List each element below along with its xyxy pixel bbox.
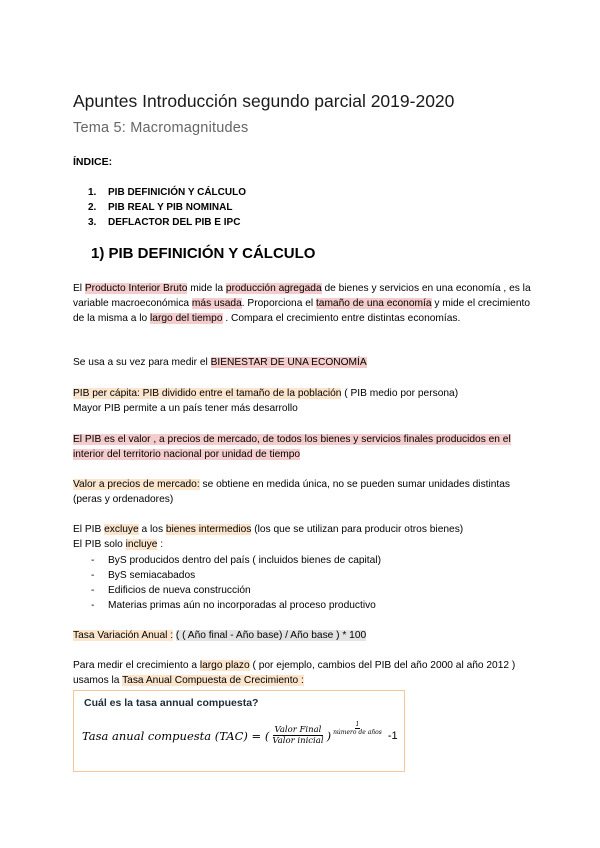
highlight: más usada xyxy=(191,298,242,309)
text: ( PIB medio por persona) xyxy=(341,388,459,399)
text: y mide el crecimiento de la misma a lo xyxy=(73,298,531,324)
text: (los que se utilizan para producir otros bienes) xyxy=(251,524,464,535)
highlight: largo del tiempo xyxy=(150,313,223,324)
list-item-text: ByS semiacabados xyxy=(108,570,196,581)
exponent-denominator: número de años xyxy=(333,729,382,736)
highlight-formula: ( ( Año final - Año base) / Año base ) * 100 xyxy=(175,630,367,641)
list-item xyxy=(91,568,381,583)
formula-lhs: Tasa anual compuesta (TAC) = ( xyxy=(82,728,270,743)
index-item xyxy=(88,200,246,215)
highlight: El PIB es el valor , a precios de mercado, de todos los bienes y servicios finales producidos en el interior del territorio nacional por unidad de tiempo xyxy=(73,434,511,460)
formula-exponent xyxy=(332,721,383,736)
text: Mayor PIB permite a un país tener más desarrollo xyxy=(73,403,298,414)
formula-numerator: Valor Final xyxy=(274,725,322,735)
highlight: tamaño de una economía xyxy=(315,298,432,309)
index-item-number: 2. xyxy=(88,202,97,213)
formula-minus-one: -1 xyxy=(387,729,398,742)
paragraph-pib-definition xyxy=(73,281,533,326)
bullet-dash: - xyxy=(91,585,95,596)
formula-fraction xyxy=(270,725,325,746)
highlight: Tasa Variación Anual : xyxy=(73,630,174,641)
text: a los xyxy=(138,524,166,535)
bullet-list xyxy=(91,553,381,613)
formula-rparen: ) xyxy=(326,728,332,743)
list-item-text: Edificios de nueva construcción xyxy=(108,585,251,596)
highlight: bienes intermedios xyxy=(165,524,252,535)
text: de bienes y servicios en una economía , es la variable macroeconómica xyxy=(73,283,531,309)
tac-formula xyxy=(82,721,398,746)
highlight: PIB per cápita: PIB dividido entre el tamaño de la población xyxy=(73,388,342,399)
paragraph-excluye-incluye xyxy=(73,522,533,552)
text: Se usa a su vez para medir el xyxy=(73,357,211,368)
text: ( por ejemplo, cambios del PIB del año 2000 al año 2012 ) usamos la xyxy=(73,660,516,686)
highlight: Producto Interior Bruto xyxy=(84,283,188,294)
text: . Proporciona el xyxy=(241,298,316,309)
index-item xyxy=(88,185,246,200)
text: Para medir el crecimiento a xyxy=(73,660,200,671)
list-item xyxy=(91,598,381,613)
index-item-label: DEFLACTOR DEL PIB E IPC xyxy=(108,217,241,228)
text: El xyxy=(73,283,85,294)
index-heading: ÍNDICE: xyxy=(73,156,113,168)
paragraph-bienestar xyxy=(73,355,533,370)
highlight: excluye xyxy=(104,524,139,535)
index-item-label: PIB REAL Y PIB NOMINAL xyxy=(108,202,233,213)
text: se obtiene en medida única, no se pueden sumar unidades distintas (peras y ordenadores) xyxy=(73,479,511,505)
text: El PIB xyxy=(73,524,105,535)
index-list xyxy=(88,185,246,230)
formula-question: Cuál es la tasa annual compuesta? xyxy=(84,697,259,709)
formula-denominator: Valor inicial xyxy=(272,736,324,746)
highlight: largo plazo xyxy=(199,660,250,671)
formula-image xyxy=(73,690,405,772)
list-item xyxy=(91,553,381,568)
paragraph-tasa-variacion xyxy=(73,628,533,643)
index-item-number: 1. xyxy=(88,187,97,198)
highlight: BIENESTAR DE UNA ECONOMÍA xyxy=(210,357,367,368)
exponent-numerator: 1 xyxy=(355,721,360,728)
index-item-label: PIB DEFINICIÓN Y CÁLCULO xyxy=(108,187,246,198)
list-item-text: Materias primas aún no incorporadas al proceso productivo xyxy=(108,600,376,611)
paragraph-largo-plazo xyxy=(73,658,533,688)
bullet-dash: - xyxy=(91,555,95,566)
section-heading: 1) PIB DEFINICIÓN Y CÁLCULO xyxy=(91,245,316,262)
list-item-text: ByS producidos dentro del país ( incluidos bienes de capital) xyxy=(108,555,381,566)
paragraph-precios-mercado xyxy=(73,477,533,507)
text: : xyxy=(157,539,164,550)
list-item xyxy=(91,583,381,598)
text: El PIB solo xyxy=(73,539,126,550)
highlight: Valor a precios de mercado: xyxy=(73,479,200,490)
text: mide la xyxy=(187,283,226,294)
highlight: producción agregada xyxy=(225,283,322,294)
text: . Compara el crecimiento entre distintas economías. xyxy=(222,313,461,324)
index-item xyxy=(88,215,246,230)
bullet-dash: - xyxy=(91,570,95,581)
highlight: incluye xyxy=(125,539,158,550)
bullet-dash: - xyxy=(91,600,95,611)
index-item-number: 3. xyxy=(88,217,97,228)
document-title: Apuntes Introducción segundo parcial 2019-2020 xyxy=(73,91,455,111)
document-subtitle: Tema 5: Macromagnitudes xyxy=(73,120,249,136)
highlight: Tasa Anual Compuesta de Crecimiento : xyxy=(122,675,304,686)
paragraph-per-capita xyxy=(73,386,533,416)
paragraph-pib-valor xyxy=(73,432,533,462)
